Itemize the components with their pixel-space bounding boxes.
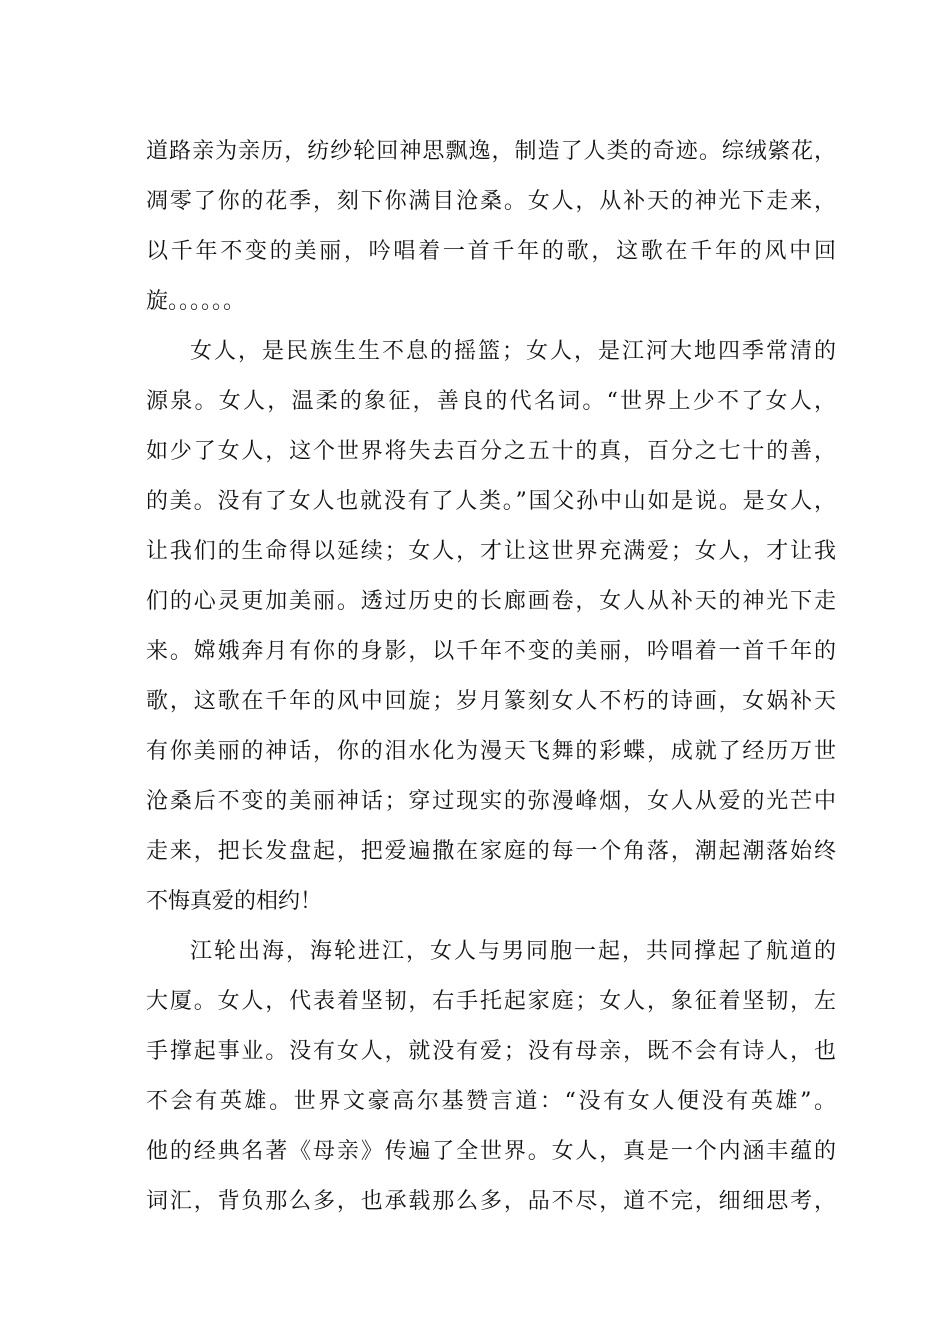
text-line: 来。嫦娥奔月有你的身影，以千年不变的美丽，吟唱着一首千年的 [146,639,836,664]
text-line: 们的心灵更加美丽。透过历史的长廊画卷，女人从补天的神光下走 [146,589,836,614]
text-line: 沧桑后不变的美丽神话；穿过现实的弥漫峰烟，女人从爱的光芒中 [146,789,836,814]
text-line: 他的经典名著《母亲》传遍了全世界。女人，真是一个内涵丰蕴的 [146,1139,836,1164]
text-line: 有你美丽的神话，你的泪水化为漫天飞舞的彩蝶，成就了经历万世 [146,739,836,764]
text-line: 不会有英雄。世界文豪高尔基赞言道：“没有女人便没有英雄”。 [146,1089,836,1114]
text-line: 凋零了你的花季，刻下你满目沧桑。女人，从补天的神光下走来， [146,189,836,214]
text-line: 让我们的生命得以延续；女人，才让这世界充满爱；女人，才让我 [146,539,836,564]
text-line: 源泉。女人，温柔的象征，善良的代名词。“世界上少不了女人， [146,389,836,414]
text-line: 的美。没有了女人也就没有了人类。”国父孙中山如是说。是女人， [146,489,836,514]
paragraph-first-line: 女人，是民族生生不息的摇篮；女人，是江河大地四季常清的 [190,339,836,364]
text-line: 走来，把长发盘起，把爱遍撒在家庭的每一个角落，潮起潮落始终 [146,839,836,864]
text-line: 手撑起事业。没有女人，就没有爱；没有母亲，既不会有诗人，也 [146,1039,836,1064]
text-line: 歌，这歌在千年的风中回旋；岁月篆刻女人不朽的诗画，女娲补天 [146,689,836,714]
text-line: 旋。。。。。。 [146,289,246,314]
text-line: 不悔真爱的相约！ [146,889,323,914]
text-line: 以千年不变的美丽，吟唱着一首千年的歌，这歌在千年的风中回 [146,239,836,264]
text-line: 如少了女人，这个世界将失去百分之五十的真，百分之七十的善， [146,439,836,464]
paragraph-first-line: 江轮出海，海轮进江，女人与男同胞一起，共同撑起了航道的 [190,939,836,964]
text-line: 大厦。女人，代表着坚韧，右手托起家庭；女人，象征着坚韧，左 [146,989,836,1014]
text-line: 道路亲为亲历，纺纱轮回神思飘逸，制造了人类的奇迹。综绒綮花， [146,139,836,164]
document-body [146,127,836,1227]
text-line: 词汇，背负那么多，也承载那么多，品不尽，道不完，细细思考， [146,1189,836,1214]
